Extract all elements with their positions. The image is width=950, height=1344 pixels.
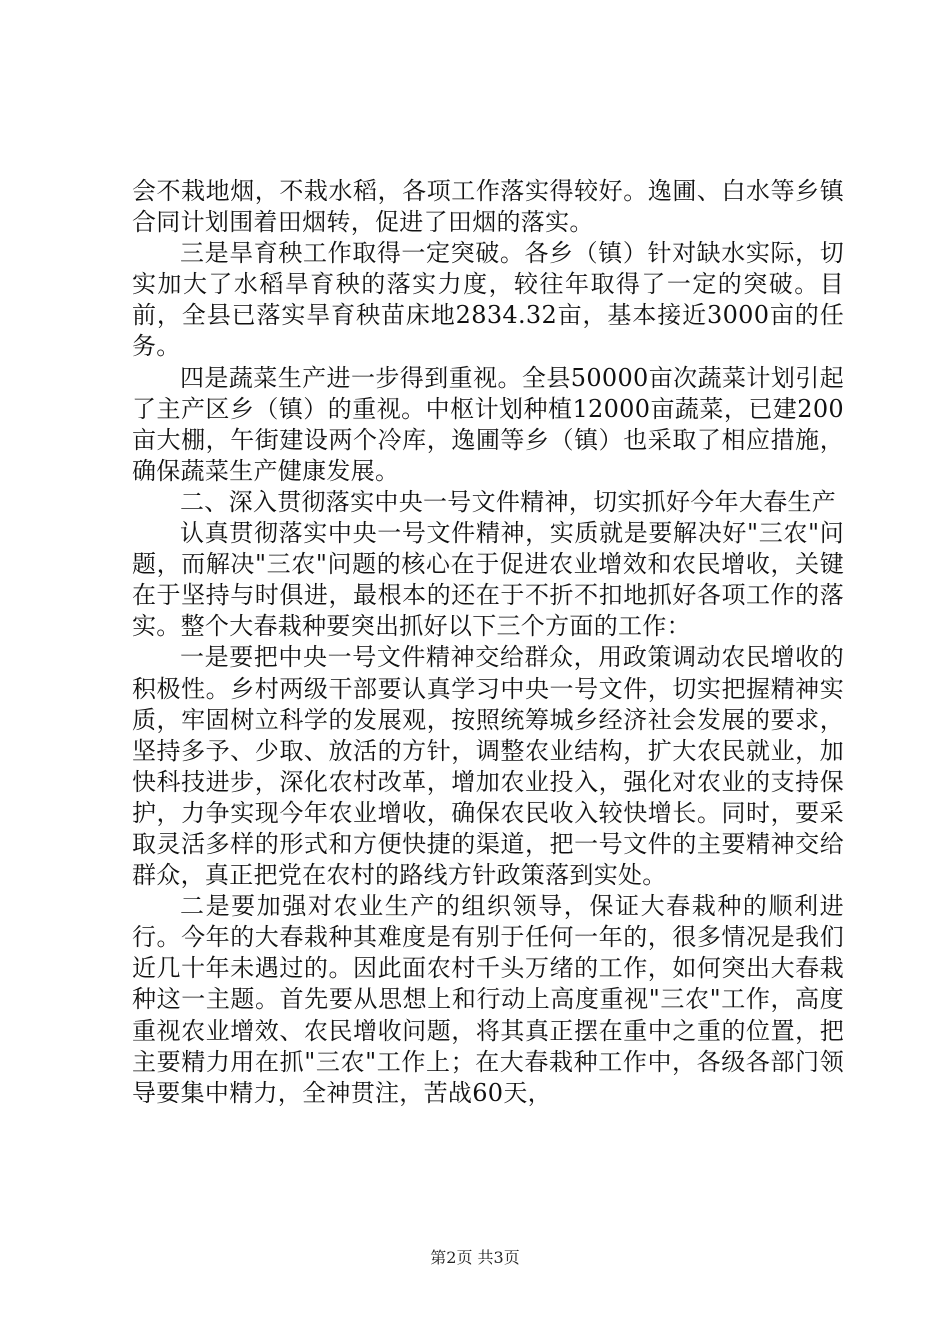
paragraph-item-one: 一是要把中央一号文件精神交给群众，用政策调动农民增收的积极性。乡村两级干部要认真学习中央一号文件，切实把握精神实质，牢固树立科学的发展观，按照统筹城乡经济社会发展的要求，坚持多予、少取、放活的方针，调整农业结构，扩大农民就业，加快科技进步，深化农村改革，增加农业投入，强化对农业的支持保护，力争实现今年农业增收，确保农民收入较快增长。同时，要采取灵活多样的形式和方便快捷的渠道，把一号文件的主要精神交给群众，真正把党在农村的路线方针政策落到实处。 xyxy=(132,643,844,890)
paragraph-continuation: 会不栽地烟，不栽水稻，各项工作落实得较好。逸圃、白水等乡镇合同计划围着田烟转，促进了田烟的落实。 xyxy=(132,177,844,237)
document-body xyxy=(132,176,844,1109)
paragraph-item-two: 二是要加强对农业生产的组织领导，保证大春栽种的顺利进行。今年的大春栽种其难度是有别于任何一年的，很多情况是我们近几十年未遇过的。因此面农村千头万绪的工作，如何突出大春栽种这一主题。首先要从思想上和行动上高度重视"三农"工作，高度重视农业增效、农民增收问题，将其真正摆在重中之重的位置，把主要精力用在抓"三农"工作上；在大春栽种工作中，各级各部门领导要集中精力，全神贯注，苦战60天， xyxy=(132,892,844,1107)
paragraph-intro: 认真贯彻落实中央一号文件精神，实质就是要解决好"三农"问题，而解决"三农"问题的核心在于促进农业增效和农民增收，关键在于坚持与时俱进，最根本的还在于不折不扣地抓好各项工作的落实。整个大春栽种要突出抓好以下三个方面的工作： xyxy=(132,519,844,641)
paragraph-point-four: 四是蔬菜生产进一步得到重视。全县50000亩次蔬菜计划引起了主产区乡（镇）的重视。中枢计划种植12000亩蔬菜，已建200亩大棚，午街建设两个冷库，逸圃等乡（镇）也采取了相应措施，确保蔬菜生产健康发展。 xyxy=(132,363,844,485)
page-number-footer: 第2页 共3页 xyxy=(430,1248,520,1267)
section-heading-two: 二、深入贯彻落实中央一号文件精神，切实抓好今年大春生产 xyxy=(180,487,837,516)
paragraph-point-three: 三是旱育秧工作取得一定突破。各乡（镇）针对缺水实际，切实加大了水稻旱育秧的落实力度，较往年取得了一定的突破。目前，全县已落实旱育秧苗床地2834.32亩，基本接近3000亩的任务。 xyxy=(132,239,844,361)
